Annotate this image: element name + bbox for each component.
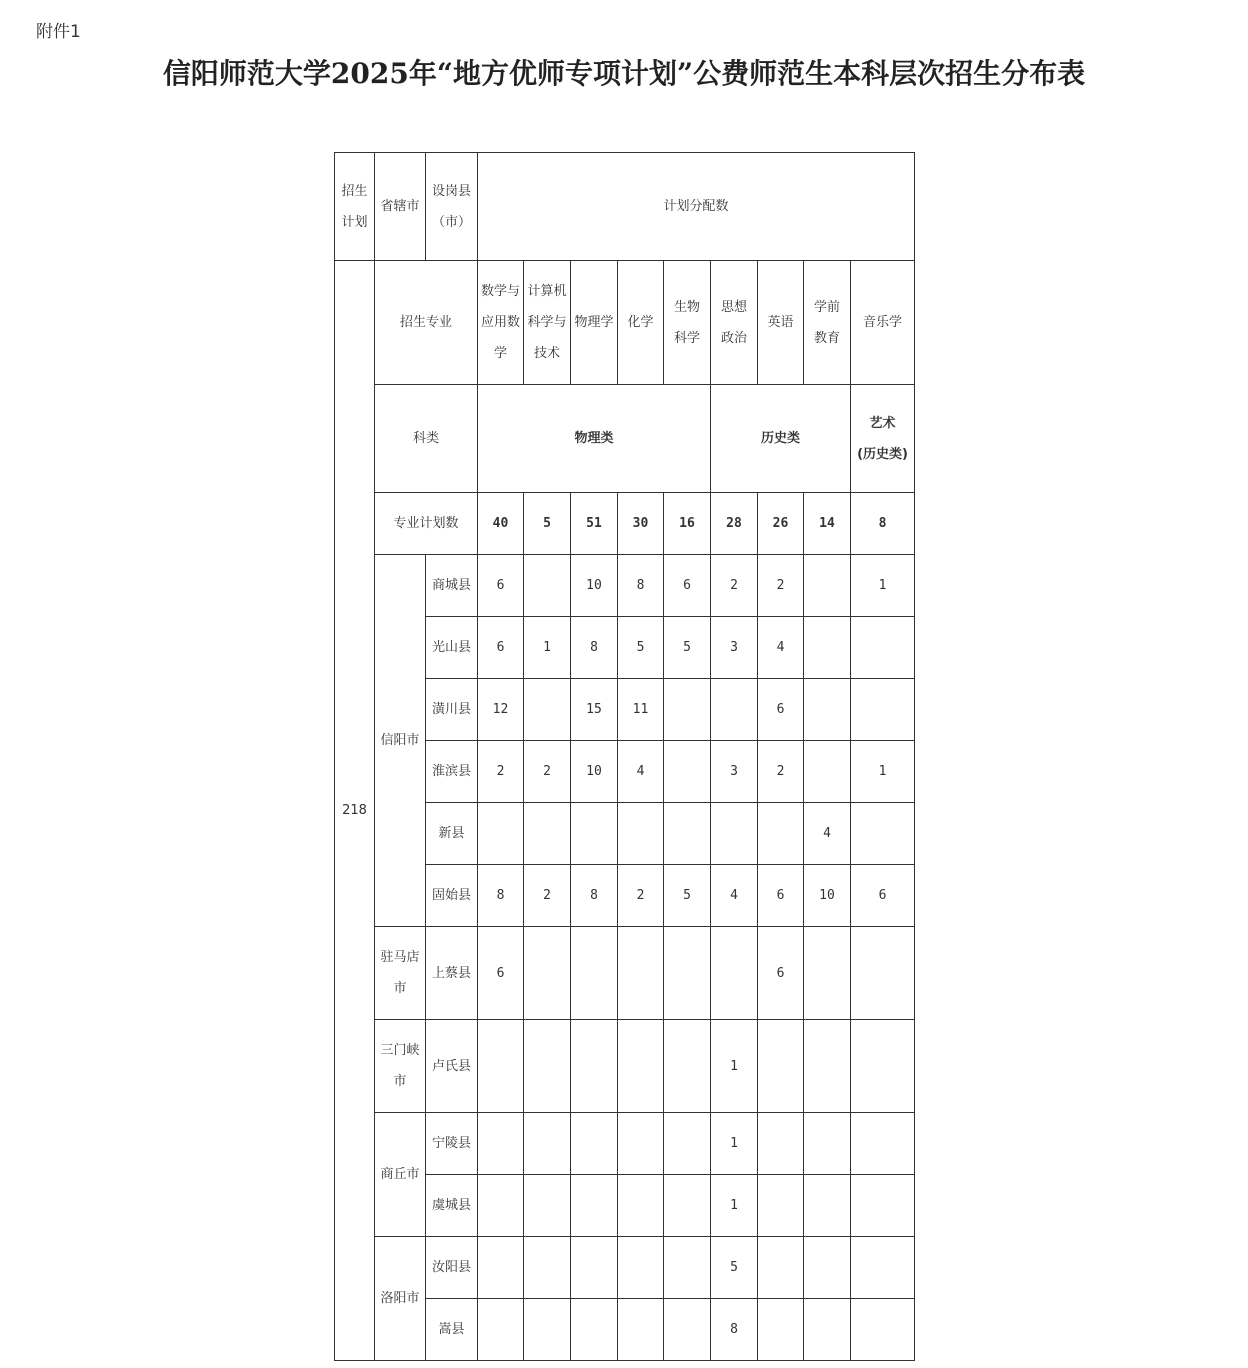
value-cell: 3 (711, 617, 758, 679)
city-luoyang: 洛阳市 (375, 1237, 426, 1361)
value-cell: 6 (478, 927, 524, 1020)
major-biology (664, 261, 711, 385)
value-cell (478, 803, 524, 865)
value-cell (664, 1237, 711, 1299)
table-row (335, 1237, 915, 1299)
value-cell (758, 1020, 804, 1113)
total-plan-cell: 218 (335, 261, 375, 1361)
value-cell: 2 (758, 741, 804, 803)
value-cell (524, 555, 571, 617)
county-cell: 光山县 (426, 617, 478, 679)
enrollment-table (334, 152, 915, 1361)
value-cell (758, 1113, 804, 1175)
value-cell (851, 1175, 915, 1237)
value-cell: 11 (618, 679, 664, 741)
category-art-line2: (历史类) (857, 446, 908, 462)
value-cell (664, 927, 711, 1020)
quota-cell: 8 (851, 493, 915, 555)
value-cell (664, 679, 711, 741)
value-cell: 6 (664, 555, 711, 617)
value-cell: 1 (711, 1020, 758, 1113)
value-cell (804, 1237, 851, 1299)
quota-cell: 16 (664, 493, 711, 555)
header-row (335, 153, 915, 261)
value-cell (851, 1113, 915, 1175)
county-cell: 虞城县 (426, 1175, 478, 1237)
major-line: 生物 (673, 299, 700, 315)
value-cell: 8 (711, 1299, 758, 1361)
table-row (335, 1020, 915, 1113)
table-row (335, 927, 915, 1020)
major-line: 计算机 (527, 284, 567, 299)
value-cell (804, 617, 851, 679)
value-cell (804, 1020, 851, 1113)
allocation-header: 计划分配数 (478, 153, 915, 261)
value-cell: 5 (664, 865, 711, 927)
value-cell (478, 1020, 524, 1113)
major-math (478, 261, 524, 385)
city-zhumadian-line1: 驻马店 (380, 950, 420, 965)
category-row (335, 385, 915, 493)
value-cell (851, 1020, 915, 1113)
value-cell (478, 1299, 524, 1361)
county-cell: 嵩县 (426, 1299, 478, 1361)
major-line: 教育 (813, 330, 840, 346)
value-cell (524, 1113, 571, 1175)
value-cell (478, 1237, 524, 1299)
page-title: 信阳师范大学2025年“地方优师专项计划”公费师范生本科层次招生分布表 (162, 57, 1086, 90)
quota-cell: 51 (571, 493, 618, 555)
value-cell (524, 1175, 571, 1237)
value-cell (664, 1020, 711, 1113)
value-cell (664, 1299, 711, 1361)
value-cell (664, 803, 711, 865)
category-label: 科类 (375, 385, 478, 493)
major-politics (711, 261, 758, 385)
category-art (851, 385, 915, 493)
value-cell (571, 803, 618, 865)
value-cell (478, 1113, 524, 1175)
value-cell (804, 555, 851, 617)
quota-cell: 5 (524, 493, 571, 555)
quota-cell: 40 (478, 493, 524, 555)
major-preschool (804, 261, 851, 385)
county-cell: 固始县 (426, 865, 478, 927)
city-xinyang: 信阳市 (375, 555, 426, 927)
table-row (335, 1113, 915, 1175)
value-cell (571, 1113, 618, 1175)
value-cell (851, 679, 915, 741)
major-line: 政治 (720, 330, 747, 346)
value-cell (664, 741, 711, 803)
value-cell: 1 (524, 617, 571, 679)
value-cell: 6 (758, 679, 804, 741)
majors-row (335, 261, 915, 385)
value-cell (618, 1299, 664, 1361)
city-sanmenxia (375, 1020, 426, 1113)
city-zhumadian-line2: 市 (393, 981, 407, 996)
value-cell: 2 (524, 741, 571, 803)
value-cell: 1 (851, 741, 915, 803)
plan-header-line2: 计划 (341, 214, 368, 230)
value-cell (524, 927, 571, 1020)
value-cell (711, 679, 758, 741)
county-cell: 商城县 (426, 555, 478, 617)
value-cell (571, 1175, 618, 1237)
value-cell (571, 1020, 618, 1113)
value-cell: 10 (804, 865, 851, 927)
value-cell (618, 803, 664, 865)
major-music: 音乐学 (851, 261, 915, 385)
city-sanmenxia-line1: 三门峡 (380, 1043, 420, 1058)
major-physics: 物理学 (571, 261, 618, 385)
value-cell (711, 927, 758, 1020)
value-cell: 5 (711, 1237, 758, 1299)
quota-label: 专业计划数 (375, 493, 478, 555)
value-cell (804, 1175, 851, 1237)
value-cell (524, 679, 571, 741)
plan-header-line1: 招生 (341, 183, 368, 199)
county-header-line2: （市） (431, 214, 471, 230)
value-cell (804, 741, 851, 803)
value-cell (804, 1113, 851, 1175)
value-cell (524, 803, 571, 865)
value-cell: 2 (618, 865, 664, 927)
value-cell: 5 (618, 617, 664, 679)
county-cell: 宁陵县 (426, 1113, 478, 1175)
major-line: 数学与 (480, 284, 520, 299)
county-cell: 新县 (426, 803, 478, 865)
value-cell: 2 (711, 555, 758, 617)
category-art-line1: 艺术 (869, 415, 896, 431)
major-line: 科学 (673, 330, 700, 346)
value-cell (804, 1299, 851, 1361)
major-line: 科学与 (527, 315, 567, 330)
table-row (335, 555, 915, 617)
value-cell (524, 1299, 571, 1361)
value-cell: 8 (571, 617, 618, 679)
value-cell (664, 1175, 711, 1237)
value-cell: 6 (851, 865, 915, 927)
plan-header (335, 153, 375, 261)
value-cell (524, 1020, 571, 1113)
value-cell (618, 927, 664, 1020)
value-cell (571, 1237, 618, 1299)
value-cell: 2 (524, 865, 571, 927)
value-cell (618, 1113, 664, 1175)
city-zhumadian (375, 927, 426, 1020)
value-cell: 4 (711, 865, 758, 927)
major-line: 技术 (533, 346, 560, 361)
value-cell: 8 (478, 865, 524, 927)
value-cell (851, 1299, 915, 1361)
value-cell: 4 (618, 741, 664, 803)
value-cell: 6 (478, 617, 524, 679)
value-cell: 1 (711, 1175, 758, 1237)
county-cell: 汝阳县 (426, 1237, 478, 1299)
value-cell (851, 803, 915, 865)
value-cell (851, 927, 915, 1020)
value-cell (478, 1175, 524, 1237)
major-line: 学前 (813, 299, 840, 315)
quota-row (335, 493, 915, 555)
quota-cell: 26 (758, 493, 804, 555)
value-cell (804, 927, 851, 1020)
value-cell: 5 (664, 617, 711, 679)
category-physics: 物理类 (478, 385, 711, 493)
major-label: 招生专业 (375, 261, 478, 385)
value-cell (758, 1175, 804, 1237)
value-cell: 2 (478, 741, 524, 803)
city-shangqiu: 商丘市 (375, 1113, 426, 1237)
value-cell: 6 (758, 865, 804, 927)
quota-cell: 28 (711, 493, 758, 555)
major-line: 学 (493, 346, 507, 361)
value-cell (851, 1237, 915, 1299)
value-cell: 3 (711, 741, 758, 803)
value-cell (851, 617, 915, 679)
attachment-label: 附件1 (36, 22, 81, 42)
value-cell (618, 1020, 664, 1113)
major-line: 应用数 (480, 315, 520, 330)
county-cell: 上蔡县 (426, 927, 478, 1020)
value-cell (804, 679, 851, 741)
province-city-header: 省辖市 (375, 153, 426, 261)
value-cell (758, 1237, 804, 1299)
value-cell: 10 (571, 555, 618, 617)
quota-cell: 30 (618, 493, 664, 555)
county-cell: 淮滨县 (426, 741, 478, 803)
value-cell (618, 1237, 664, 1299)
value-cell (711, 803, 758, 865)
major-line: 思想 (720, 299, 747, 315)
value-cell: 6 (758, 927, 804, 1020)
value-cell: 8 (571, 865, 618, 927)
major-computer-science (524, 261, 571, 385)
county-header (426, 153, 478, 261)
city-sanmenxia-line2: 市 (393, 1074, 407, 1089)
value-cell: 10 (571, 741, 618, 803)
county-header-line1: 设岗县 (431, 183, 471, 199)
value-cell (571, 927, 618, 1020)
value-cell (524, 1237, 571, 1299)
value-cell (571, 1299, 618, 1361)
value-cell: 4 (804, 803, 851, 865)
value-cell: 1 (711, 1113, 758, 1175)
major-chemistry: 化学 (618, 261, 664, 385)
value-cell: 4 (758, 617, 804, 679)
value-cell (758, 803, 804, 865)
county-cell: 潢川县 (426, 679, 478, 741)
quota-cell: 14 (804, 493, 851, 555)
value-cell: 12 (478, 679, 524, 741)
value-cell: 8 (618, 555, 664, 617)
value-cell (758, 1299, 804, 1361)
value-cell: 1 (851, 555, 915, 617)
major-english: 英语 (758, 261, 804, 385)
value-cell: 2 (758, 555, 804, 617)
value-cell: 15 (571, 679, 618, 741)
value-cell (664, 1113, 711, 1175)
value-cell: 6 (478, 555, 524, 617)
value-cell (618, 1175, 664, 1237)
category-history: 历史类 (711, 385, 851, 493)
county-cell: 卢氏县 (426, 1020, 478, 1113)
